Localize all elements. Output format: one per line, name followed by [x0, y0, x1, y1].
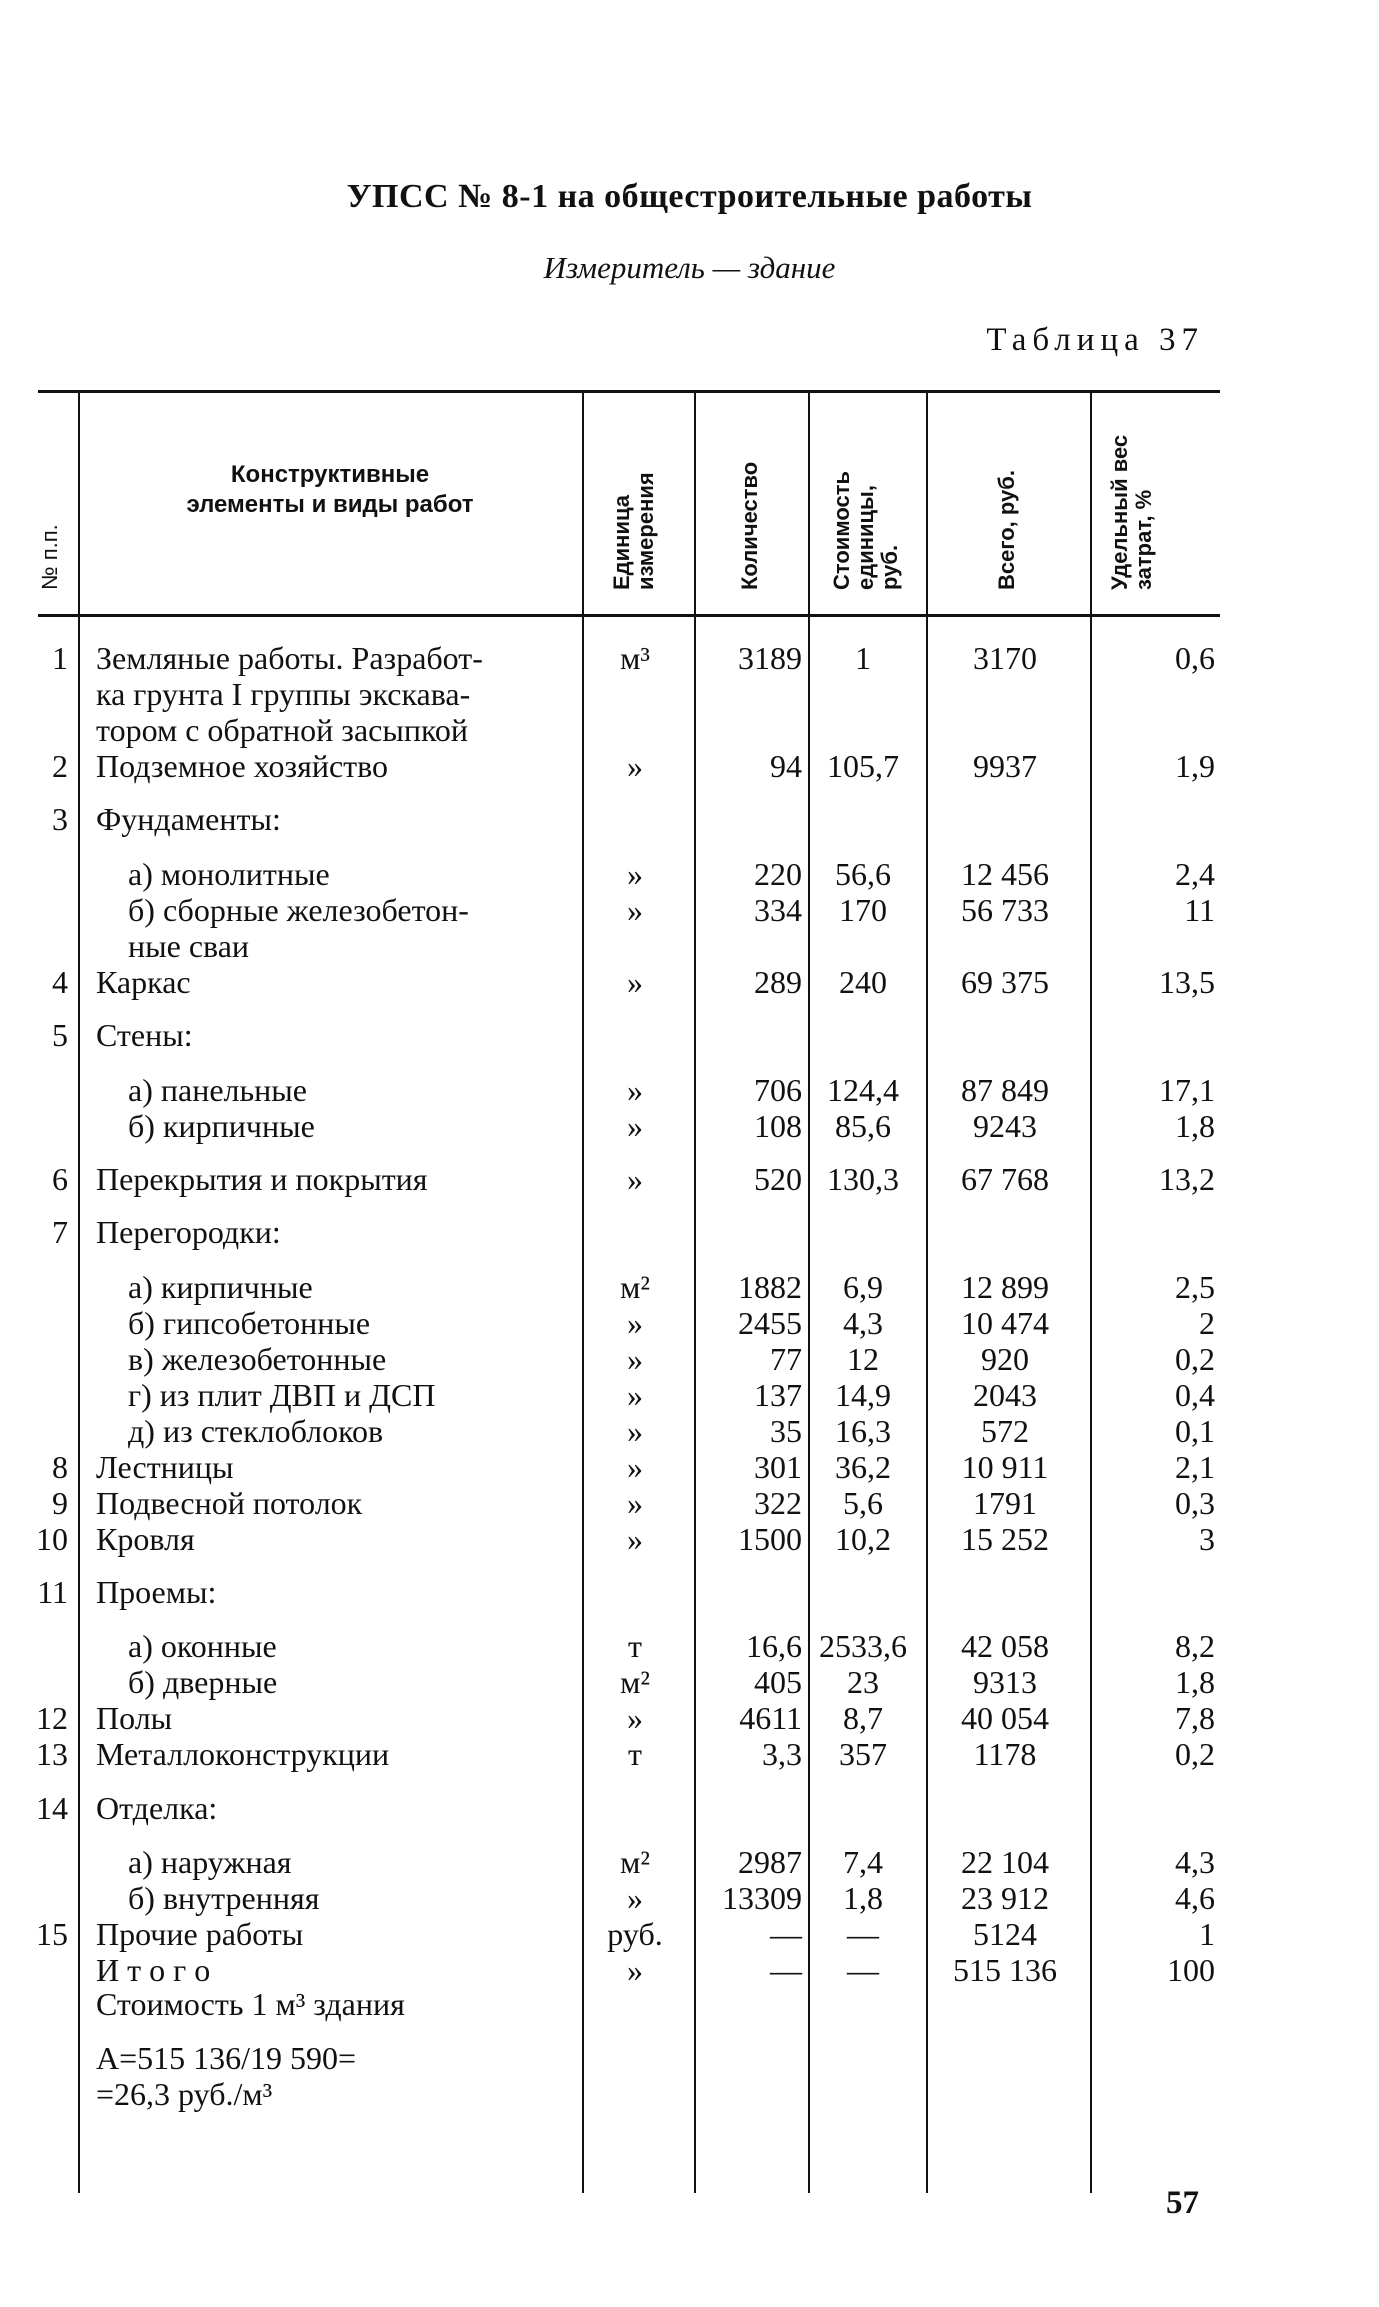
page-number: 57 [1166, 2185, 1199, 2221]
row-name-line: Прочие работы [96, 1916, 304, 1952]
row-name-line: Металлоконструкции [96, 1736, 390, 1772]
row-total: 10 474 [961, 1305, 1049, 1341]
row-number: 3 [52, 801, 68, 837]
row-unit: » [627, 1413, 643, 1449]
formula-line1: A=515 136/19 590= [96, 2040, 357, 2076]
row-number: 10 [36, 1521, 68, 1557]
row-unit-price: 5,6 [843, 1485, 883, 1521]
table-row [0, 1700, 1379, 1736]
row-unit: т [628, 1628, 642, 1664]
row-name-line: б) сборные железобетон- [128, 892, 469, 928]
header-share-line1: Удельный вес [1107, 434, 1132, 590]
table-row [0, 1521, 1379, 1557]
row-name-line: Отделка: [96, 1790, 218, 1826]
header-bottom-rule [38, 614, 1220, 617]
row-unit-price: 36,2 [835, 1449, 891, 1485]
header-num: № п.п. [37, 524, 62, 590]
row-unit-price: 357 [839, 1736, 887, 1772]
row-unit: » [627, 1485, 643, 1521]
row-name-line: г) из плит ДВП и ДСП [128, 1377, 436, 1413]
row-unit: т [628, 1736, 642, 1772]
row-quantity: — [770, 1916, 802, 1952]
row-quantity: 301 [754, 1449, 802, 1485]
row-number: 2 [52, 748, 68, 784]
row-name-line: а) наружная [128, 1844, 292, 1880]
row-share: 4,3 [1175, 1844, 1215, 1880]
row-share: 4,6 [1175, 1880, 1215, 1916]
row-share: 13,2 [1159, 1161, 1215, 1197]
row-share: 1,8 [1175, 1664, 1215, 1700]
row-unit-price: — [847, 1952, 879, 1988]
row-unit: » [627, 1341, 643, 1377]
row-quantity: 137 [754, 1377, 802, 1413]
table-row [0, 1664, 1379, 1700]
row-name-line: Перегородки: [96, 1214, 281, 1250]
row-quantity: 405 [754, 1664, 802, 1700]
row-share: 2,5 [1175, 1269, 1215, 1305]
row-name-line: Подвесной потолок [96, 1485, 363, 1521]
row-total: 42 058 [961, 1628, 1049, 1664]
table-row [0, 1574, 1379, 1610]
row-quantity: 3,3 [762, 1736, 802, 1772]
row-number: 11 [37, 1574, 68, 1610]
row-name-line: а) оконные [128, 1628, 277, 1664]
table-top-rule [38, 390, 1220, 393]
row-unit: » [627, 748, 643, 784]
row-unit-price: 105,7 [827, 748, 899, 784]
row-unit: » [627, 1377, 643, 1413]
row-quantity: 13309 [722, 1880, 802, 1916]
row-quantity: 520 [754, 1161, 802, 1197]
row-total: 1178 [973, 1736, 1037, 1772]
table-row [0, 1072, 1379, 1108]
row-number: 8 [52, 1449, 68, 1485]
row-unit-price: 1 [855, 640, 871, 676]
row-number: 4 [52, 964, 68, 1000]
row-share: 17,1 [1159, 1072, 1215, 1108]
row-name-line: Лестницы [96, 1449, 234, 1485]
row-number: 6 [52, 1161, 68, 1197]
row-total: 2043 [973, 1377, 1037, 1413]
row-name-line: Земляные работы. Разработ- [96, 640, 483, 676]
row-share: 3 [1199, 1521, 1215, 1557]
header-price-line1: Стоимость [829, 470, 854, 590]
row-name-line: Полы [96, 1700, 173, 1736]
cost-label: Стоимость 1 м³ здания [96, 1986, 405, 2022]
header-unit-line2: измерения [633, 472, 658, 590]
row-quantity: 334 [754, 892, 802, 928]
table-row [0, 1017, 1379, 1053]
row-name-line: ные сваи [128, 928, 250, 964]
header-qty: Количество [737, 461, 762, 590]
row-total: 40 054 [961, 1700, 1049, 1736]
row-unit: » [627, 1449, 643, 1485]
table-row [0, 1269, 1379, 1305]
row-unit-price: 240 [839, 964, 887, 1000]
row-quantity: 289 [754, 964, 802, 1000]
row-unit-price: 4,3 [843, 1305, 883, 1341]
row-share: 11 [1184, 892, 1215, 928]
row-unit: м² [620, 1664, 650, 1700]
table-row [0, 1916, 1379, 1952]
table-row [0, 1485, 1379, 1521]
row-unit: » [627, 1305, 643, 1341]
row-name-line: б) кирпичные [128, 1108, 315, 1144]
table-row [0, 1161, 1379, 1197]
row-total: 67 768 [961, 1161, 1049, 1197]
row-number: 12 [36, 1700, 68, 1736]
row-name-line: тором с обратной засыпкой [96, 712, 469, 748]
row-unit-price: 2533,6 [819, 1628, 907, 1664]
row-number: 15 [36, 1916, 68, 1952]
page-subtitle: Измеритель — здание [543, 250, 836, 285]
row-quantity: 2455 [738, 1305, 802, 1341]
row-unit: » [627, 1108, 643, 1144]
header-share-line2: затрат, % [1131, 489, 1156, 590]
row-total: 56 733 [961, 892, 1049, 928]
row-unit-price: 170 [839, 892, 887, 928]
row-total: 515 136 [953, 1952, 1057, 1988]
row-total: 5124 [973, 1916, 1037, 1952]
row-name-line: И т о г о [96, 1952, 211, 1988]
row-unit: м³ [620, 640, 650, 676]
row-number: 9 [52, 1485, 68, 1521]
row-total: 12 899 [961, 1269, 1049, 1305]
row-unit-price: 23 [847, 1664, 879, 1700]
header-share [1108, 435, 1156, 590]
row-quantity: 4611 [739, 1700, 802, 1736]
table-row [0, 892, 1379, 964]
row-quantity: 2987 [738, 1844, 802, 1880]
row-share: 100 [1167, 1952, 1215, 1988]
row-quantity: 706 [754, 1072, 802, 1108]
row-unit-price: 16,3 [835, 1413, 891, 1449]
row-total: 572 [981, 1413, 1029, 1449]
page-title: УПСС № 8-1 на общестроительные работы [346, 178, 1033, 215]
header-name-line1: Конструктивные [230, 461, 430, 488]
row-total: 920 [981, 1341, 1029, 1377]
row-total: 69 375 [961, 964, 1049, 1000]
row-quantity: 3189 [738, 640, 802, 676]
row-unit-price: 10,2 [835, 1521, 891, 1557]
row-quantity: 322 [754, 1485, 802, 1521]
table-row [0, 1377, 1379, 1413]
row-total: 1791 [973, 1485, 1037, 1521]
row-number: 5 [52, 1017, 68, 1053]
table-row [0, 856, 1379, 892]
row-unit: » [627, 1072, 643, 1108]
header-unit-line1: Единица [609, 494, 634, 590]
table-row [0, 1844, 1379, 1880]
row-quantity: — [770, 1952, 802, 1988]
table-row [0, 1736, 1379, 1772]
row-name-line: Каркас [96, 964, 191, 1000]
row-share: 8,2 [1175, 1628, 1215, 1664]
row-unit: » [627, 856, 643, 892]
table-row [0, 1341, 1379, 1377]
header-name [80, 460, 580, 520]
row-name-line: Фундаменты: [96, 801, 281, 837]
row-quantity: 1500 [738, 1521, 802, 1557]
row-unit: » [627, 1880, 643, 1916]
row-unit-price: — [847, 1916, 879, 1952]
row-quantity: 108 [754, 1108, 802, 1144]
row-share: 0,1 [1175, 1413, 1215, 1449]
row-quantity: 94 [770, 748, 802, 784]
table-row [0, 1214, 1379, 1250]
table-row [0, 1952, 1379, 1988]
row-unit: м² [620, 1844, 650, 1880]
table-row [0, 801, 1379, 837]
row-unit: » [627, 1521, 643, 1557]
header-name-line2: элементы и виды работ [186, 491, 474, 518]
table-row [0, 964, 1379, 1000]
row-unit: » [627, 1700, 643, 1736]
row-share: 0,2 [1175, 1341, 1215, 1377]
row-name-line: Подземное хозяйство [96, 748, 389, 784]
table-row [0, 1305, 1379, 1341]
row-name-line: Стены: [96, 1017, 193, 1053]
header-price-line3: руб. [877, 544, 902, 590]
row-share: 2,1 [1175, 1449, 1215, 1485]
row-unit-price: 7,4 [843, 1844, 883, 1880]
row-name-line: а) панельные [128, 1072, 307, 1108]
row-name-line: б) дверные [128, 1664, 278, 1700]
table-row [0, 748, 1379, 784]
row-quantity: 1882 [738, 1269, 802, 1305]
row-share: 0,6 [1175, 640, 1215, 676]
table-row [0, 1413, 1379, 1449]
row-share: 1 [1199, 1916, 1215, 1952]
row-unit-price: 56,6 [835, 856, 891, 892]
row-share: 0,4 [1175, 1377, 1215, 1413]
row-number: 14 [36, 1790, 68, 1826]
row-unit-price: 1,8 [843, 1880, 883, 1916]
row-share: 7,8 [1175, 1700, 1215, 1736]
row-unit: » [627, 892, 643, 928]
row-name-line: а) монолитные [128, 856, 330, 892]
row-number: 1 [52, 640, 68, 676]
row-unit-price: 6,9 [843, 1269, 883, 1305]
row-number: 7 [52, 1214, 68, 1250]
row-unit-price: 12 [847, 1341, 879, 1377]
row-total: 3170 [973, 640, 1037, 676]
row-total: 23 912 [961, 1880, 1049, 1916]
row-name-line: Кровля [96, 1521, 195, 1557]
row-unit-price: 124,4 [827, 1072, 899, 1108]
row-quantity: 220 [754, 856, 802, 892]
row-unit: м² [620, 1269, 650, 1305]
table-row [0, 1108, 1379, 1144]
table-row [0, 640, 1379, 748]
header-price [830, 471, 902, 590]
row-name-line: б) внутренняя [128, 1880, 320, 1916]
row-unit: » [627, 1161, 643, 1197]
row-unit: руб. [607, 1916, 663, 1952]
row-unit-price: 85,6 [835, 1108, 891, 1144]
row-total: 9313 [973, 1664, 1037, 1700]
row-total: 12 456 [961, 856, 1049, 892]
header-price-line2: единицы, [853, 485, 878, 590]
row-name-line: Проемы: [96, 1574, 217, 1610]
row-unit-price: 130,3 [827, 1161, 899, 1197]
row-share: 1,9 [1175, 748, 1215, 784]
row-total: 9243 [973, 1108, 1037, 1144]
table-label: Таблица 37 [986, 322, 1204, 358]
row-unit-price: 8,7 [843, 1700, 883, 1736]
table-row [0, 1790, 1379, 1826]
row-quantity: 77 [770, 1341, 802, 1377]
row-share: 2,4 [1175, 856, 1215, 892]
row-total: 22 104 [961, 1844, 1049, 1880]
formula-line2: =26,3 руб./м³ [96, 2076, 273, 2112]
row-share: 1,8 [1175, 1108, 1215, 1144]
row-name-line: б) гипсобетонные [128, 1305, 371, 1341]
row-total: 9937 [973, 748, 1037, 784]
row-share: 13,5 [1159, 964, 1215, 1000]
row-number: 13 [36, 1736, 68, 1772]
row-unit: » [627, 964, 643, 1000]
row-name-line: а) кирпичные [128, 1269, 313, 1305]
table-row [0, 1449, 1379, 1485]
row-unit-price: 14,9 [835, 1377, 891, 1413]
row-name-line: Перекрытия и покрытия [96, 1161, 428, 1197]
row-unit: » [627, 1952, 643, 1988]
table-row [0, 1628, 1379, 1664]
row-name-line: в) железобетонные [128, 1341, 387, 1377]
row-quantity: 16,6 [746, 1628, 802, 1664]
row-share: 0,3 [1175, 1485, 1215, 1521]
header-total: Всего, руб. [994, 470, 1019, 590]
header-unit [610, 472, 658, 590]
row-total: 15 252 [961, 1521, 1049, 1557]
row-quantity: 35 [770, 1413, 802, 1449]
row-total: 10 911 [961, 1449, 1049, 1485]
row-share: 2 [1199, 1305, 1215, 1341]
row-name-line: ка грунта I группы экскава- [96, 676, 471, 712]
row-total: 87 849 [961, 1072, 1049, 1108]
table-row [0, 1880, 1379, 1916]
row-share: 0,2 [1175, 1736, 1215, 1772]
row-name-line: д) из стеклоблоков [128, 1413, 384, 1449]
